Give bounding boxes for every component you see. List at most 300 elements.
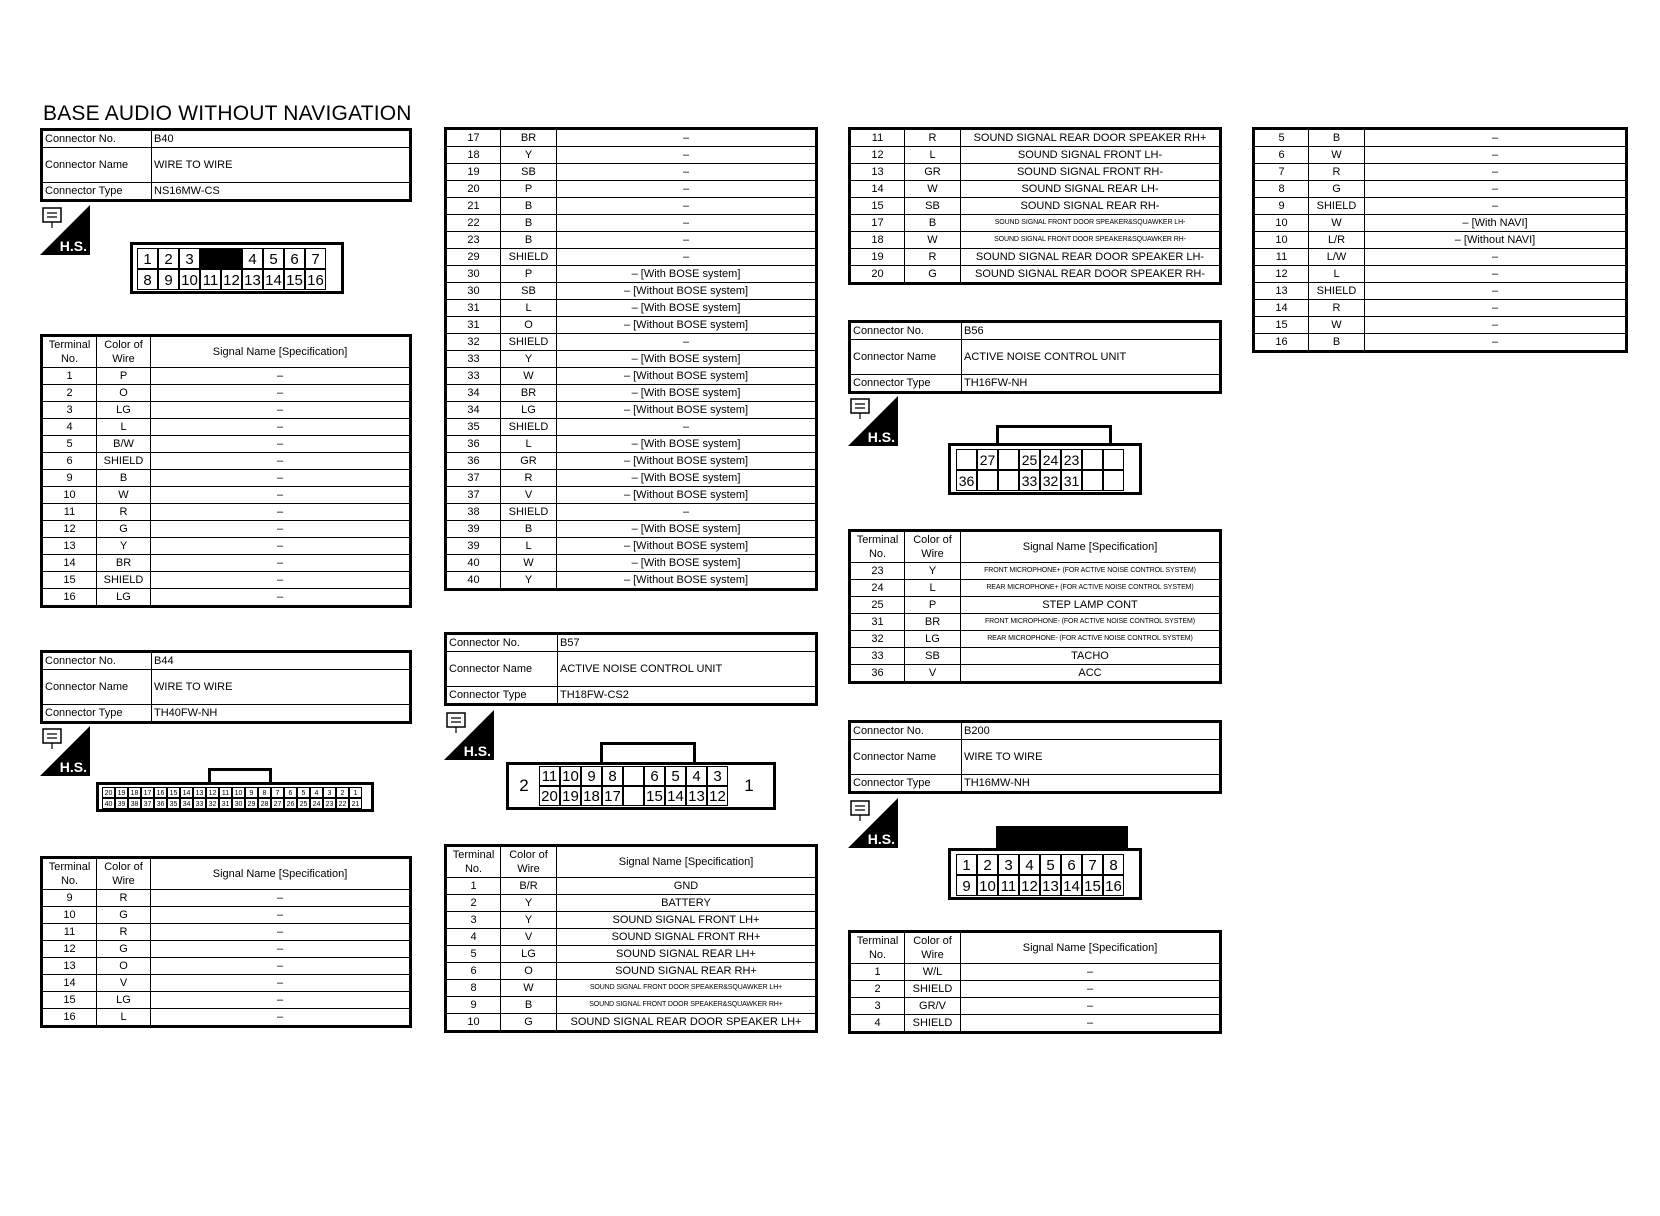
wire-color-cell: W <box>501 555 557 572</box>
signal-name-cell: – <box>151 521 411 538</box>
connector-pin: 22 <box>336 798 349 809</box>
table-header <box>42 336 411 368</box>
terminal-no-cell: 13 <box>1254 283 1309 300</box>
terminal-no-cell: 16 <box>1254 334 1309 352</box>
connector-pin-empty <box>977 470 998 491</box>
signal-name-cell: – [With BOSE system] <box>557 351 817 368</box>
wire-color-cell: B <box>501 521 557 538</box>
wire-color-cell: SHIELD <box>1309 283 1365 300</box>
table-header <box>446 846 817 878</box>
connector-pin: 36 <box>956 470 977 491</box>
connector-pin: 8 <box>1103 854 1124 875</box>
wire-color-cell: BR <box>501 385 557 402</box>
terminal-no-cell: 40 <box>446 555 501 572</box>
terminal-no-cell: 33 <box>446 368 501 385</box>
table-row <box>446 300 817 317</box>
wire-color-cell: L <box>97 419 151 436</box>
terminal-no-header: Terminal No. <box>850 932 905 964</box>
connector-pin: 17 <box>141 787 154 798</box>
terminal-no-cell: 14 <box>1254 300 1309 317</box>
table-row <box>446 504 817 521</box>
table-row <box>850 1015 1221 1033</box>
connector-name-value: ACTIVE NOISE CONTROL UNIT <box>558 652 817 687</box>
connector-pin: 1 <box>744 776 754 795</box>
signal-name-cell: – <box>1365 181 1627 198</box>
connector-name-value: WIRE TO WIRE <box>152 148 411 183</box>
table-row <box>446 198 817 215</box>
wire-color-cell: W <box>905 181 961 198</box>
signal-name-cell: – [Without BOSE system] <box>557 572 817 590</box>
connector-pin: 19 <box>115 787 128 798</box>
connector-pin: 5 <box>263 248 284 269</box>
connector-b57-table <box>444 844 818 1033</box>
connector-pin: 38 <box>128 798 141 809</box>
wire-color-cell: B <box>97 470 151 487</box>
connector-no-label: Connector No. <box>42 130 152 148</box>
hs-label: H.S. <box>463 743 491 759</box>
page-title: BASE AUDIO WITHOUT NAVIGATION <box>43 102 412 125</box>
signal-name-cell: – <box>557 129 817 147</box>
terminal-no-cell: 3 <box>42 402 97 419</box>
terminal-no-cell: 5 <box>1254 129 1309 147</box>
wire-color-cell: BR <box>97 555 151 572</box>
connector-b57-face <box>506 762 776 810</box>
connector-pin: 4 <box>686 766 707 786</box>
signal-name-cell: – <box>151 589 411 607</box>
connector-b56-info <box>848 320 1222 394</box>
signal-name-cell: – <box>151 538 411 555</box>
hs-logo-graphic <box>40 205 90 255</box>
terminal-no-cell: 10 <box>1254 215 1309 232</box>
signal-name-cell: – <box>557 147 817 164</box>
table-row <box>42 453 411 470</box>
wire-color-cell: Y <box>905 563 961 580</box>
connector-pin: 1 <box>137 248 158 269</box>
connector-pin-empty <box>1103 470 1124 491</box>
table-row <box>446 266 817 283</box>
table-row <box>850 266 1221 284</box>
signal-name-cell: – <box>151 368 411 385</box>
hs-harness-side-icon <box>40 726 90 776</box>
wire-color-cell: LG <box>97 402 151 419</box>
wire-color-cell: R <box>97 890 151 907</box>
connector-pin: 19 <box>560 786 581 806</box>
signal-name-cell: SOUND SIGNAL FRONT RH- <box>961 164 1221 181</box>
terminal-no-cell: 14 <box>42 975 97 992</box>
hs-label: H.S. <box>59 759 87 775</box>
terminal-no-cell: 14 <box>850 181 905 198</box>
terminal-no-cell: 3 <box>850 998 905 1015</box>
table-row <box>850 631 1221 648</box>
table-row <box>446 436 817 453</box>
table-row <box>446 419 817 436</box>
connector-b44-table <box>40 856 412 1028</box>
connector-pin-grid <box>539 766 728 806</box>
connector-key-block <box>200 248 242 269</box>
connector-no-label: Connector No. <box>850 722 962 740</box>
wire-color-cell: B <box>501 215 557 232</box>
connector-pin: 20 <box>539 786 560 806</box>
table-row <box>850 232 1221 249</box>
terminal-no-cell: 12 <box>42 521 97 538</box>
connector-pin-empty <box>1082 470 1103 491</box>
wire-color-cell: B <box>1309 334 1365 352</box>
wire-color-cell: P <box>97 368 151 385</box>
signal-name-cell: – <box>1365 129 1627 147</box>
connector-pin: 31 <box>1061 470 1082 491</box>
wire-color-cell: SB <box>501 164 557 181</box>
signal-name-cell: – [Without BOSE system] <box>557 538 817 555</box>
hs-logo-graphic <box>444 710 494 760</box>
connector-pin: 12 <box>221 269 242 290</box>
wire-color-cell: R <box>1309 164 1365 181</box>
signal-name-cell: – <box>1365 300 1627 317</box>
wire-color-cell: O <box>501 963 557 980</box>
connector-pin: 15 <box>167 787 180 798</box>
connector-pin: 6 <box>644 766 665 786</box>
terminal-no-cell: 15 <box>1254 317 1309 334</box>
hs-harness-side-icon <box>444 710 494 760</box>
signal-name-cell: SOUND SIGNAL FRONT RH+ <box>557 929 817 946</box>
signal-name-cell: SOUND SIGNAL REAR LH- <box>961 181 1221 198</box>
signal-name-cell: – [With BOSE system] <box>557 521 817 538</box>
terminal-no-cell: 31 <box>850 614 905 631</box>
connector-pin: 9 <box>956 875 977 896</box>
connector-pin: 18 <box>581 786 602 806</box>
wire-color-cell: O <box>501 317 557 334</box>
connector-type-value: TH18FW-CS2 <box>558 687 817 705</box>
table-row <box>850 580 1221 597</box>
wire-color-cell: G <box>1309 181 1365 198</box>
terminal-no-cell: 10 <box>1254 232 1309 249</box>
table-row <box>1254 232 1627 249</box>
hs-harness-side-icon <box>40 205 90 255</box>
connector-pin: 5 <box>297 787 310 798</box>
signal-name-cell: – <box>151 487 411 504</box>
table-row <box>446 946 817 963</box>
table-row <box>850 998 1221 1015</box>
wire-color-cell: SHIELD <box>501 419 557 436</box>
connector-pin: 27 <box>271 798 284 809</box>
signal-name-cell: – <box>151 992 411 1009</box>
signal-name-cell: – <box>151 419 411 436</box>
connector-type-value: TH16MW-NH <box>962 775 1221 793</box>
hs-logo-graphic <box>40 726 90 776</box>
terminal-no-cell: 23 <box>446 232 501 249</box>
connector-pin: 9 <box>158 269 179 290</box>
hs-label: H.S. <box>867 429 895 445</box>
table-row <box>446 963 817 980</box>
connector-b44-table-continued <box>444 127 818 591</box>
wire-color-cell: SHIELD <box>501 334 557 351</box>
table-row <box>850 198 1221 215</box>
connector-pin: 13 <box>242 269 263 290</box>
signal-name-cell: – <box>961 998 1221 1015</box>
signal-name-cell: – [With BOSE system] <box>557 555 817 572</box>
connector-pin: 16 <box>305 269 326 290</box>
wire-color-cell: Y <box>97 538 151 555</box>
terminal-no-cell: 7 <box>1254 164 1309 181</box>
table-header <box>850 531 1221 563</box>
wire-color-cell: R <box>501 470 557 487</box>
connector-b56-face <box>948 443 1142 495</box>
wire-color-cell: BR <box>501 129 557 147</box>
table-row <box>1254 334 1627 352</box>
wire-color-cell: SB <box>501 283 557 300</box>
wire-color-cell: LG <box>97 589 151 607</box>
table-row <box>850 249 1221 266</box>
connector-pin: 25 <box>297 798 310 809</box>
connector-pin: 39 <box>115 798 128 809</box>
connector-pin: 6 <box>284 248 305 269</box>
wire-color-cell: SB <box>905 648 961 665</box>
wire-color-cell: SHIELD <box>905 981 961 998</box>
connector-pin: 8 <box>602 766 623 786</box>
signal-name-cell: – <box>151 402 411 419</box>
hs-label: H.S. <box>59 238 87 254</box>
table-row <box>1254 147 1627 164</box>
wire-color-cell: P <box>501 266 557 283</box>
signal-name-cell: – <box>557 198 817 215</box>
signal-name-cell: GND <box>557 878 817 895</box>
wire-color-cell: L <box>905 147 961 164</box>
wire-color-cell: B <box>1309 129 1365 147</box>
terminal-no-cell: 15 <box>42 992 97 1009</box>
terminal-no-cell: 8 <box>1254 181 1309 198</box>
terminal-no-cell: 10 <box>446 1014 501 1032</box>
table-row <box>446 334 817 351</box>
connector-pin: 7 <box>305 248 326 269</box>
table-row <box>446 164 817 181</box>
connector-pin: 10 <box>977 875 998 896</box>
connector-pin: 10 <box>232 787 245 798</box>
table-row <box>42 907 411 924</box>
table-row <box>850 981 1221 998</box>
signal-name-cell: – [Without BOSE system] <box>557 453 817 470</box>
terminal-no-cell: 11 <box>42 924 97 941</box>
connector-pin: 13 <box>686 786 707 806</box>
connector-name-label: Connector Name <box>42 148 152 183</box>
signal-name-cell: – [With BOSE system] <box>557 266 817 283</box>
terminal-no-cell: 9 <box>1254 198 1309 215</box>
wire-color-cell: R <box>97 924 151 941</box>
table-row <box>42 368 411 385</box>
table-row <box>446 385 817 402</box>
table-row <box>42 555 411 572</box>
terminal-no-cell: 36 <box>850 665 905 683</box>
connector-name-label: Connector Name <box>42 670 152 705</box>
terminal-no-cell: 38 <box>446 504 501 521</box>
terminal-no-cell: 14 <box>42 555 97 572</box>
connector-b56-table <box>848 529 1222 684</box>
wire-color-cell: GR <box>905 164 961 181</box>
signal-name-cell: – <box>151 470 411 487</box>
connector-type-label: Connector Type <box>42 183 152 201</box>
color-of-wire-header: Color of Wire <box>97 858 151 890</box>
wire-color-cell: B/W <box>97 436 151 453</box>
wire-color-cell: W/L <box>905 964 961 981</box>
table-row <box>42 385 411 402</box>
terminal-no-cell: 32 <box>850 631 905 648</box>
connector-pin: 11 <box>219 787 232 798</box>
wire-color-cell: SHIELD <box>97 572 151 589</box>
terminal-no-cell: 13 <box>42 538 97 555</box>
signal-name-cell: – [With BOSE system] <box>557 300 817 317</box>
connector-pin: 16 <box>154 787 167 798</box>
table-row <box>1254 164 1627 181</box>
connector-type-value: TH40FW-NH <box>152 705 411 723</box>
terminal-no-cell: 11 <box>42 504 97 521</box>
connector-b57-table-continued <box>848 127 1222 285</box>
connector-pin: 3 <box>707 766 728 786</box>
terminal-no-cell: 2 <box>446 895 501 912</box>
table-row <box>446 470 817 487</box>
terminal-no-cell: 30 <box>446 283 501 300</box>
table-row <box>446 521 817 538</box>
signal-name-cell: – <box>1365 164 1627 181</box>
table-row <box>1254 129 1627 147</box>
table-row <box>1254 198 1627 215</box>
connector-pin: 2 <box>977 854 998 875</box>
wire-color-cell: O <box>97 385 151 402</box>
connector-pin: 12 <box>707 786 728 806</box>
connector-pin: 15 <box>284 269 305 290</box>
terminal-no-cell: 13 <box>850 164 905 181</box>
signal-name-cell: – <box>961 1015 1221 1033</box>
connector-pin-empty <box>623 766 644 786</box>
table-row <box>850 597 1221 614</box>
connector-no-label: Connector No. <box>850 322 962 340</box>
connector-pin: 14 <box>180 787 193 798</box>
wire-color-cell: B <box>501 198 557 215</box>
terminal-no-cell: 39 <box>446 538 501 555</box>
table-header <box>42 858 411 890</box>
signal-name-cell: – <box>151 890 411 907</box>
wire-color-cell: W <box>1309 215 1365 232</box>
connector-pin: 40 <box>102 798 115 809</box>
signal-name-cell: SOUND SIGNAL REAR RH- <box>961 198 1221 215</box>
signal-name-cell: SOUND SIGNAL REAR DOOR SPEAKER LH+ <box>557 1014 817 1032</box>
signal-name-cell: – <box>557 249 817 266</box>
wire-color-cell: G <box>905 266 961 284</box>
terminal-no-cell: 31 <box>446 317 501 334</box>
wire-color-cell: W <box>501 980 557 997</box>
connector-type-label: Connector Type <box>850 375 962 393</box>
signal-name-header: Signal Name [Specification] <box>557 846 817 878</box>
terminal-no-cell: 20 <box>446 181 501 198</box>
connector-pin: 26 <box>284 798 297 809</box>
connector-pin: 30 <box>232 798 245 809</box>
connector-pin: 16 <box>1103 875 1124 896</box>
signal-name-cell: – <box>151 924 411 941</box>
table-row <box>446 555 817 572</box>
signal-name-cell: – [With NAVI] <box>1365 215 1627 232</box>
connector-pin: 4 <box>1019 854 1040 875</box>
terminal-no-cell: 25 <box>850 597 905 614</box>
table-row <box>446 215 817 232</box>
table-row <box>42 1009 411 1027</box>
connector-pin: 8 <box>137 269 158 290</box>
terminal-no-cell: 39 <box>446 521 501 538</box>
connector-pin: 20 <box>102 787 115 798</box>
wire-color-cell: W <box>1309 147 1365 164</box>
connector-pin: 18 <box>128 787 141 798</box>
table-row <box>42 941 411 958</box>
table-row <box>446 538 817 555</box>
connector-pin-empty <box>956 449 977 470</box>
connector-pin: 12 <box>206 787 219 798</box>
signal-name-cell: – <box>557 504 817 521</box>
connector-name-value: ACTIVE NOISE CONTROL UNIT <box>962 340 1221 375</box>
connector-b200-info <box>848 720 1222 794</box>
connector-no-value: B200 <box>962 722 1221 740</box>
signal-name-header: Signal Name [Specification] <box>961 531 1221 563</box>
signal-name-cell: – <box>151 1009 411 1027</box>
hs-logo-graphic <box>848 396 898 446</box>
connector-pin: 31 <box>219 798 232 809</box>
terminal-no-cell: 22 <box>446 215 501 232</box>
wire-color-cell: V <box>501 929 557 946</box>
terminal-no-cell: 18 <box>850 232 905 249</box>
hs-harness-side-icon <box>848 798 898 848</box>
signal-name-cell: – <box>557 419 817 436</box>
wire-color-cell: O <box>97 958 151 975</box>
table-row <box>850 181 1221 198</box>
terminal-no-cell: 2 <box>850 981 905 998</box>
signal-name-cell: – [Without BOSE system] <box>557 317 817 334</box>
wire-color-cell: B <box>501 997 557 1014</box>
table-row <box>446 878 817 895</box>
wire-color-cell: G <box>97 941 151 958</box>
wire-color-cell: R <box>905 129 961 147</box>
wire-color-cell: W <box>905 232 961 249</box>
wire-color-cell: P <box>501 181 557 198</box>
signal-name-cell: – <box>1365 249 1627 266</box>
signal-name-cell: – <box>151 975 411 992</box>
table-row <box>1254 283 1627 300</box>
connector-pin: 37 <box>141 798 154 809</box>
connector-pin: 23 <box>323 798 336 809</box>
signal-name-cell: – <box>1365 147 1627 164</box>
connector-pin: 2 <box>158 248 179 269</box>
table-row <box>446 249 817 266</box>
connector-pin: 2 <box>336 787 349 798</box>
wire-color-cell: LG <box>905 631 961 648</box>
terminal-no-cell: 9 <box>446 997 501 1014</box>
table-row <box>850 964 1221 981</box>
wire-color-cell: B <box>905 215 961 232</box>
color-of-wire-header: Color of Wire <box>501 846 557 878</box>
signal-name-cell: SOUND SIGNAL REAR DOOR SPEAKER RH+ <box>961 129 1221 147</box>
wire-color-cell: V <box>501 487 557 504</box>
connector-name-value: WIRE TO WIRE <box>152 670 411 705</box>
table-row <box>446 572 817 590</box>
connector-b200-table <box>848 930 1222 1034</box>
connector-no-value: B44 <box>152 652 411 670</box>
signal-name-cell: – [With BOSE system] <box>557 385 817 402</box>
connector-pin: 32 <box>206 798 219 809</box>
table-header <box>850 932 1221 964</box>
wire-color-cell: L <box>905 580 961 597</box>
signal-name-cell: – <box>151 958 411 975</box>
connector-pin: 13 <box>193 787 206 798</box>
table-row <box>1254 249 1627 266</box>
terminal-no-cell: 19 <box>446 164 501 181</box>
signal-name-cell: SOUND SIGNAL REAR DOOR SPEAKER RH- <box>961 266 1221 284</box>
table-row <box>42 419 411 436</box>
terminal-no-cell: 21 <box>446 198 501 215</box>
connector-pin: 13 <box>1040 875 1061 896</box>
